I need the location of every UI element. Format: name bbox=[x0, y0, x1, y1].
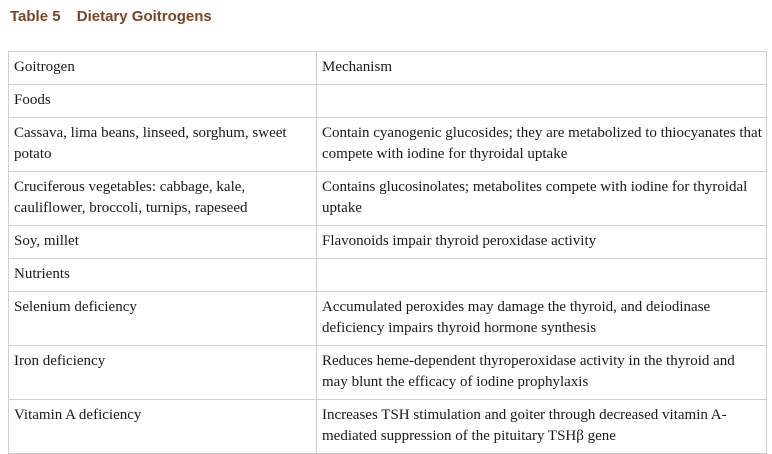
table-caption bbox=[10, 8, 212, 25]
mechanism-cell bbox=[317, 85, 767, 118]
goitrogen-cell: Foods bbox=[9, 85, 317, 118]
table-title: Dietary Goitrogens bbox=[76, 8, 212, 25]
goitrogen-cell: Nutrients bbox=[9, 259, 317, 292]
mechanism-cell: Contains glucosinolates; metabolites compete with iodine for thyroidal uptake bbox=[317, 172, 767, 226]
header-goitrogen: Goitrogen bbox=[9, 52, 317, 85]
table-row bbox=[9, 85, 767, 118]
goitrogen-cell: Cassava, lima beans, linseed, sorghum, sweet potato bbox=[9, 118, 317, 172]
mechanism-cell: Accumulated peroxides may damage the thyroid, and deiodinase deficiency impairs thyroid hormone synthesis bbox=[317, 292, 767, 346]
table-row bbox=[9, 400, 767, 454]
goitrogen-cell: Vitamin A deficiency bbox=[9, 400, 317, 454]
goitrogen-cell: Iron deficiency bbox=[9, 346, 317, 400]
table-row bbox=[9, 226, 767, 259]
goitrogen-cell: Soy, millet bbox=[9, 226, 317, 259]
table-header-row bbox=[9, 52, 767, 85]
goitrogen-cell: Selenium deficiency bbox=[9, 292, 317, 346]
mechanism-cell: Increases TSH stimulation and goiter through decreased vitamin A-mediated suppression of the pituitary TSHβ gene bbox=[317, 400, 767, 454]
table-row bbox=[9, 259, 767, 292]
table-row bbox=[9, 346, 767, 400]
goitrogen-cell: Cruciferous vegetables: cabbage, kale, cauliflower, broccoli, turnips, rapeseed bbox=[9, 172, 317, 226]
goitrogens-table bbox=[8, 51, 767, 454]
table-number: Table 5 bbox=[10, 8, 61, 25]
table-row bbox=[9, 292, 767, 346]
mechanism-cell: Contain cyanogenic glucosides; they are metabolized to thiocyanates that compete with iodine for thyroidal uptake bbox=[317, 118, 767, 172]
mechanism-cell: Reduces heme-dependent thyroperoxidase activity in the thyroid and may blunt the efficacy of iodine prophylaxis bbox=[317, 346, 767, 400]
table-row bbox=[9, 118, 767, 172]
header-mechanism: Mechanism bbox=[317, 52, 767, 85]
mechanism-cell bbox=[317, 259, 767, 292]
mechanism-cell: Flavonoids impair thyroid peroxidase activity bbox=[317, 226, 767, 259]
table-row bbox=[9, 172, 767, 226]
